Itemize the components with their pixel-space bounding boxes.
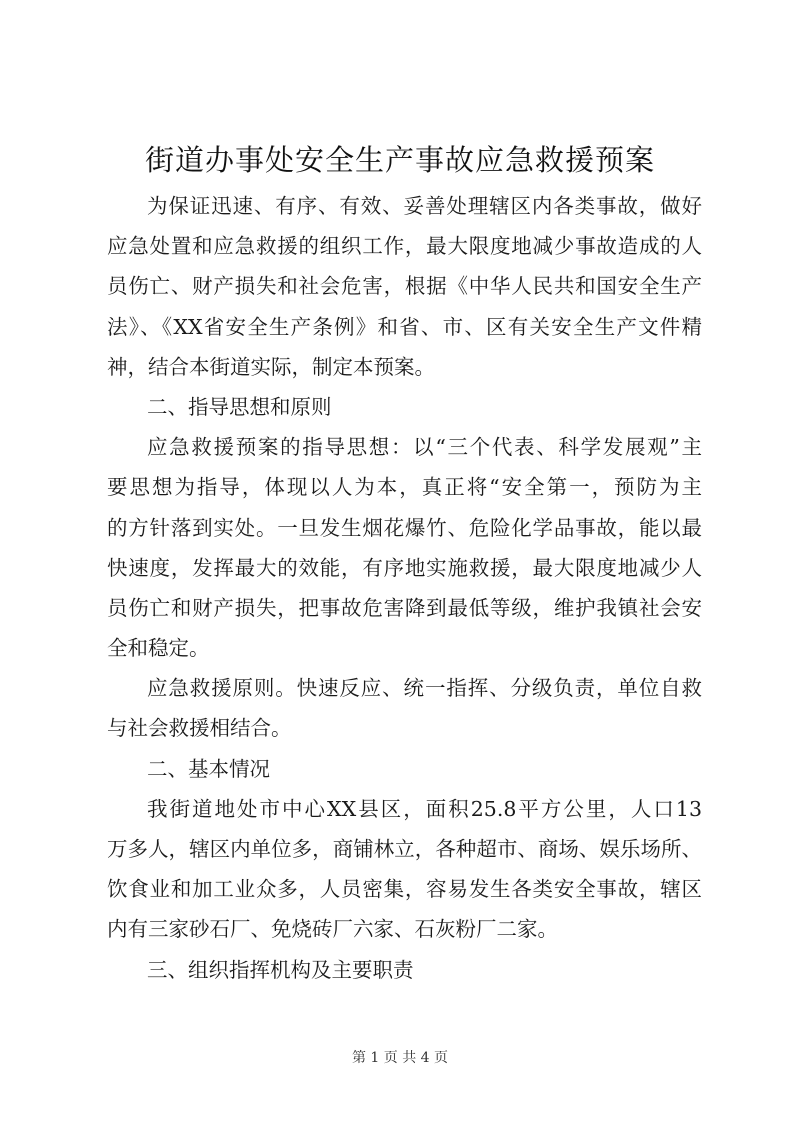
paragraph-intro	[107, 186, 702, 387]
text-line: 为保证迅速、有序、有效、妥善处理辖区内各类事故，做好	[147, 194, 702, 218]
text-line: 我街道地处市中心XX县区，面积25.8平方公里，人口13	[147, 796, 702, 821]
text-line: 员伤亡、财产损失和社会危害，根据《中华人民共和国安全生产	[107, 274, 702, 299]
paragraph-guiding-ideology	[107, 427, 702, 668]
text-line: 内有三家砂石厂、免烧砖厂六家、石灰粉厂二家。	[107, 917, 558, 942]
text-line: 全和稳定。	[107, 636, 210, 661]
text-line: 员伤亡和财产损失，把事故危害降到最低等级，维护我镇社会安	[107, 595, 702, 620]
section-heading-organization: 三、组织指挥机构及主要职责	[147, 957, 414, 982]
section-heading-basic-situation: 二、基本情况	[147, 756, 270, 781]
text-line: 快速度，发挥最大的效能，有序地实施救援，最大限度地减少人	[107, 555, 702, 580]
document-body	[107, 186, 702, 990]
text-line: 要思想为指导，体现以人为本，真正将“安全第一，预防为主	[107, 475, 702, 500]
text-line: 神，结合本街道实际，制定本预案。	[107, 354, 435, 379]
text-line: 法》、《XX省安全生产条例》和省、市、区有关安全生产文件精	[107, 314, 702, 339]
text-line: 万多人，辖区内单位多，商铺林立，各种超市、商场、娱乐场所、	[107, 837, 702, 861]
paragraph-basic-situation	[107, 789, 702, 950]
text-line: 与社会救援相结合。	[107, 716, 292, 741]
text-line: 的方针落到实处。一旦发生烟花爆竹、危险化学品事故，能以最	[107, 515, 702, 540]
text-line: 应急救援原则。快速反应、统一指挥、分级负责，单位自救	[147, 676, 702, 701]
text-line: 应急救援预案的指导思想：以“三个代表、科学发展观”主	[147, 435, 702, 460]
text-line: 饮食业和加工业众多，人员密集，容易发生各类安全事故，辖区	[107, 877, 702, 902]
page-footer: 第 1 页 共 4 页	[351, 1050, 449, 1066]
paragraph-rescue-principles	[107, 668, 702, 748]
section-heading-guiding-principles: 二、指导思想和原则	[147, 394, 332, 419]
text-line: 应急处置和应急救援的组织工作，最大限度地减少事故造成的人	[107, 234, 702, 259]
document-title: 街道办事处安全生产事故应急救援预案	[144, 143, 655, 177]
